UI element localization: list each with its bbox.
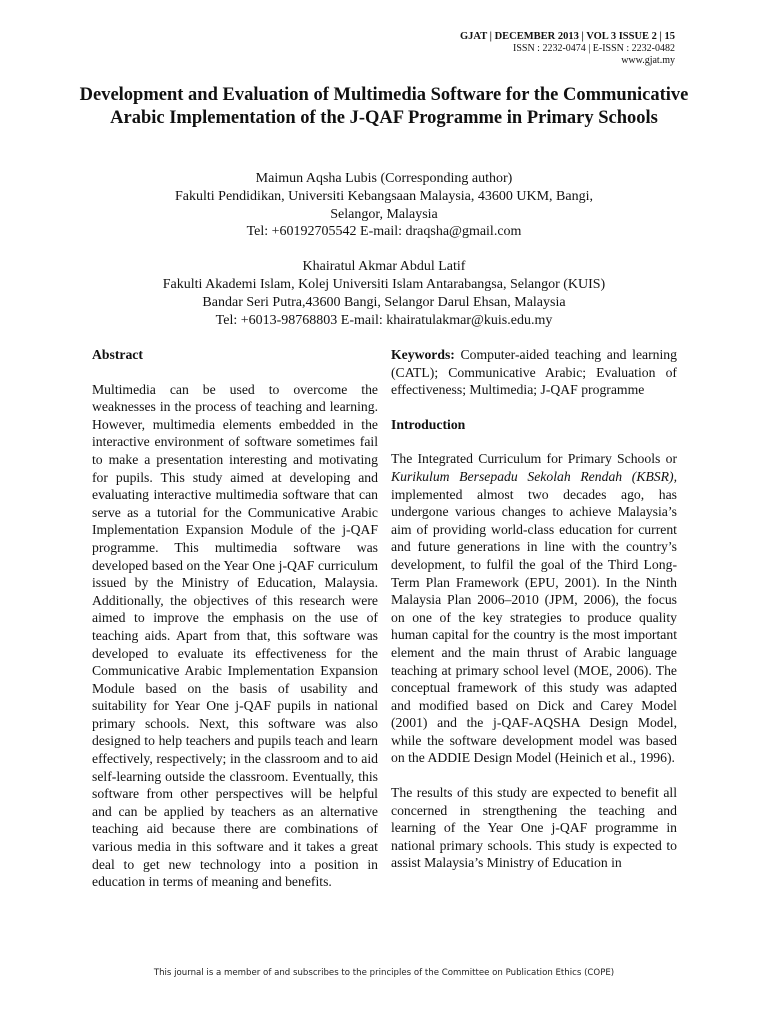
keywords: [391, 346, 677, 399]
author-name: Khairatul Akmar Abdul Latif: [302, 259, 466, 275]
intro-italic-term: Kurikulum Bersepadu Sekolah Rendah (KBSR),: [391, 468, 677, 484]
abstract-heading: Abstract: [92, 347, 143, 362]
journal-header: [460, 30, 675, 67]
right-column: [391, 346, 677, 872]
author-contact: Tel: +60192705542 E-mail: draqsha@gmail.com: [246, 224, 522, 240]
author-affiliation: Bandar Seri Putra,43600 Bangi, Selangor Darul Ehsan, Malaysia: [202, 294, 566, 310]
paper-title: Development and Evaluation of Multimedia Software for the Communicative Arabic Implementation of the J-QAF Programme in Primary Schools: [79, 85, 689, 128]
intro-text: implemented almost two decades ago, has undergone various changes to achieve Malaysia’s aim of providing world-class education for current and future generations in line with the country’s development, to fulfil the goal of the Third Long-Term Plan Framework (EPU, 2001). In the Ninth Malaysia Plan 2006–2010 (JPM, 2006), the focus on one of the key strategies to produce quality human capital for the country is the most important element and the main thrust of Arabic language teaching at primary school level (MOE, 2006). The conceptual framework of this study was adapted and modified based on Dick and Carey Model (2001) and the j-QAF-AQSHA Design Model, while the software development model was based on the ADDIE Design Model (Heinich et al., 1996).: [391, 486, 677, 766]
intro-text: The Integrated Curriculum for Primary Schools or: [391, 451, 677, 467]
introduction-heading: Introduction: [391, 416, 466, 432]
journal-website: www.gjat.my: [621, 55, 675, 66]
introduction-paragraph: [391, 450, 677, 767]
journal-issue-line: GJAT | DECEMBER 2013 | VOL 3 ISSUE 2 | 15: [459, 31, 675, 42]
author-affiliation: Fakulti Pendidikan, Universiti Kebangsaan Malaysia, 43600 UKM, Bangi,: [175, 188, 593, 204]
author-block: [60, 170, 708, 329]
author-contact: Tel: +6013-98768803 E-mail: khairatulakmar@kuis.edu.my: [215, 312, 553, 328]
issn-line: ISSN : 2232-0474 | E-ISSN : 2232-0482: [512, 43, 675, 54]
author-name: Maimun Aqsha Lubis (Corresponding author): [255, 171, 513, 186]
author-affiliation: Selangor, Malaysia: [330, 206, 438, 222]
left-column: [92, 346, 378, 891]
page-footer: This journal is a member of and subscribes to the principles of the Committee on Publication Ethics (COPE): [153, 968, 615, 978]
keywords-label: Keywords:: [391, 347, 455, 362]
introduction-paragraph: The results of this study are expected to benefit all concerned in strengthening the teaching and learning of the Year One j-QAF programme in national primary schools. This study is expected to assist Malaysia’s Ministry of Education in: [391, 785, 677, 871]
abstract-text: Multimedia can be used to overcome the weaknesses in the process of teaching and learning. However, multimedia elements embedded in the interactive environment of software sometimes fail to make a presentation interesting and motivating for pupils. This study aimed at developing and evaluating interactive multimedia software that can serve as a tutorial for the Communicative Arabic Implementation Expansion Module of the j-QAF programme. This multimedia software was developed based on the Year One j-QAF curriculum issued by the Ministry of Education, Malaysia. Additionally, the objectives of this research were aimed to improve the emphasis on the use of teaching aids. Apart from that, this software was developed to evaluate its effectiveness for the Communicative Arabic Implementation Expansion Module based on the basis of usability and suitability for Year One j-QAF pupils in national primary schools. Next, this software was also designed to help teachers and pupils teach and learn effectively, respectively; in the classroom and to aid self-learning outside the classroom. Eventually, this software from other perspectives will be helpful and can be applied by teachers as an alternative teaching aid because there are combinations of various media in this software and it takes a great deal to get new technology into a position in education in terms of meaning and benefits.: [92, 381, 378, 890]
author-affiliation: Fakulti Akademi Islam, Kolej Universiti Islam Antarabangsa, Selangor (KUIS): [162, 276, 606, 292]
keywords-text: Computer-aided teaching and learning (CATL); Communicative Arabic; Evaluation of effectiveness; Multimedia; J-QAF programme: [391, 347, 677, 398]
